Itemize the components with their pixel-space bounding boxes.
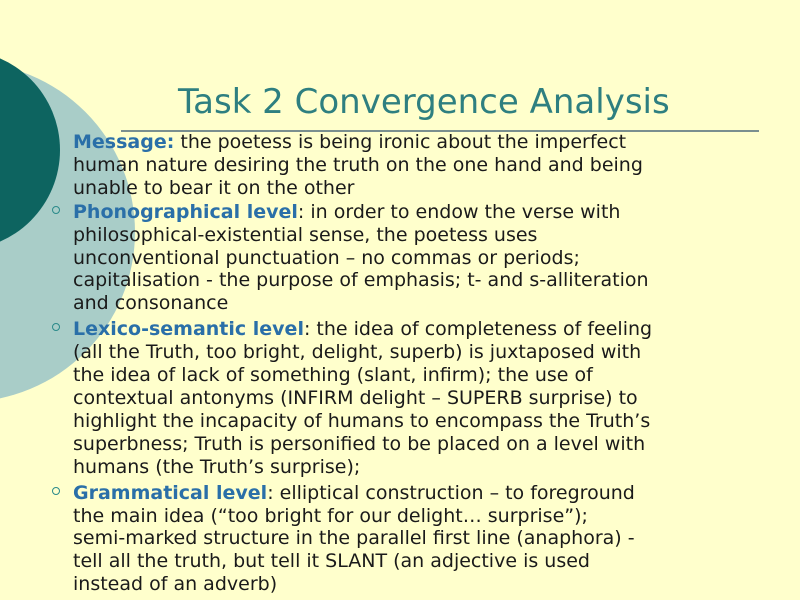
text-line: contextual antonyms (INFIRM delight – SUPERB surprise) to xyxy=(73,386,638,409)
text-line: highlight the incapacity of humans to encompass the Truth’s xyxy=(73,409,651,432)
list-item-message xyxy=(52,131,800,200)
text-line: semi-marked structure in the parallel first line (anaphora) - xyxy=(73,527,635,550)
text-line: superbness; Truth is personified to be placed on a level with xyxy=(73,432,646,455)
content-list xyxy=(52,131,800,599)
text-line: the main idea (“too bright for our delight… surprise”); xyxy=(73,504,588,527)
bullet-icon xyxy=(52,206,60,214)
item-label: Grammatical level xyxy=(73,481,268,504)
text-line: capitalisation - the purpose of emphasis; t- and s-alliteration xyxy=(73,269,649,292)
item-text: : in order to endow the verse with xyxy=(297,200,621,223)
text-line: humans (the Truth’s surprise); xyxy=(73,455,361,478)
text-line xyxy=(73,201,800,224)
bullet-icon xyxy=(52,487,60,495)
text-line: (all the Truth, too bright, delight, superb) is juxtaposed with xyxy=(73,341,642,364)
item-label: Phonographical level xyxy=(73,200,298,223)
list-item-lexico-semantic xyxy=(52,318,800,478)
text-line: instead of an adverb) xyxy=(73,573,278,596)
text-line: human nature desiring the truth on the one hand and being xyxy=(73,153,643,176)
text-line: unable to bear it on the other xyxy=(73,176,355,199)
item-label: Lexico-semantic level xyxy=(73,318,304,341)
text-line xyxy=(73,482,800,505)
slide-title: Task 2 Convergence Analysis xyxy=(178,82,670,122)
list-item-phonographical xyxy=(52,201,800,316)
text-line xyxy=(73,131,800,154)
list-item-grammatical xyxy=(52,482,800,597)
text-line xyxy=(73,318,800,341)
text-line: unconventional punctuation – no commas or periods; xyxy=(73,246,580,269)
text-line: philosophical-existential sense, the poetess uses xyxy=(73,223,538,246)
item-text: the poetess is being ironic about the imperfect xyxy=(174,131,627,153)
bullet-icon xyxy=(52,323,60,331)
item-text: : elliptical construction – to foreground xyxy=(267,481,635,504)
text-line: and consonance xyxy=(73,292,229,315)
text-line: tell all the truth, but tell it SLANT (an adjective is used xyxy=(73,550,590,573)
text-line: the idea of lack of something (slant, infirm); the use of xyxy=(73,364,593,387)
item-label: Message: xyxy=(73,131,175,153)
item-text: : the idea of completeness of feeling xyxy=(303,318,653,341)
